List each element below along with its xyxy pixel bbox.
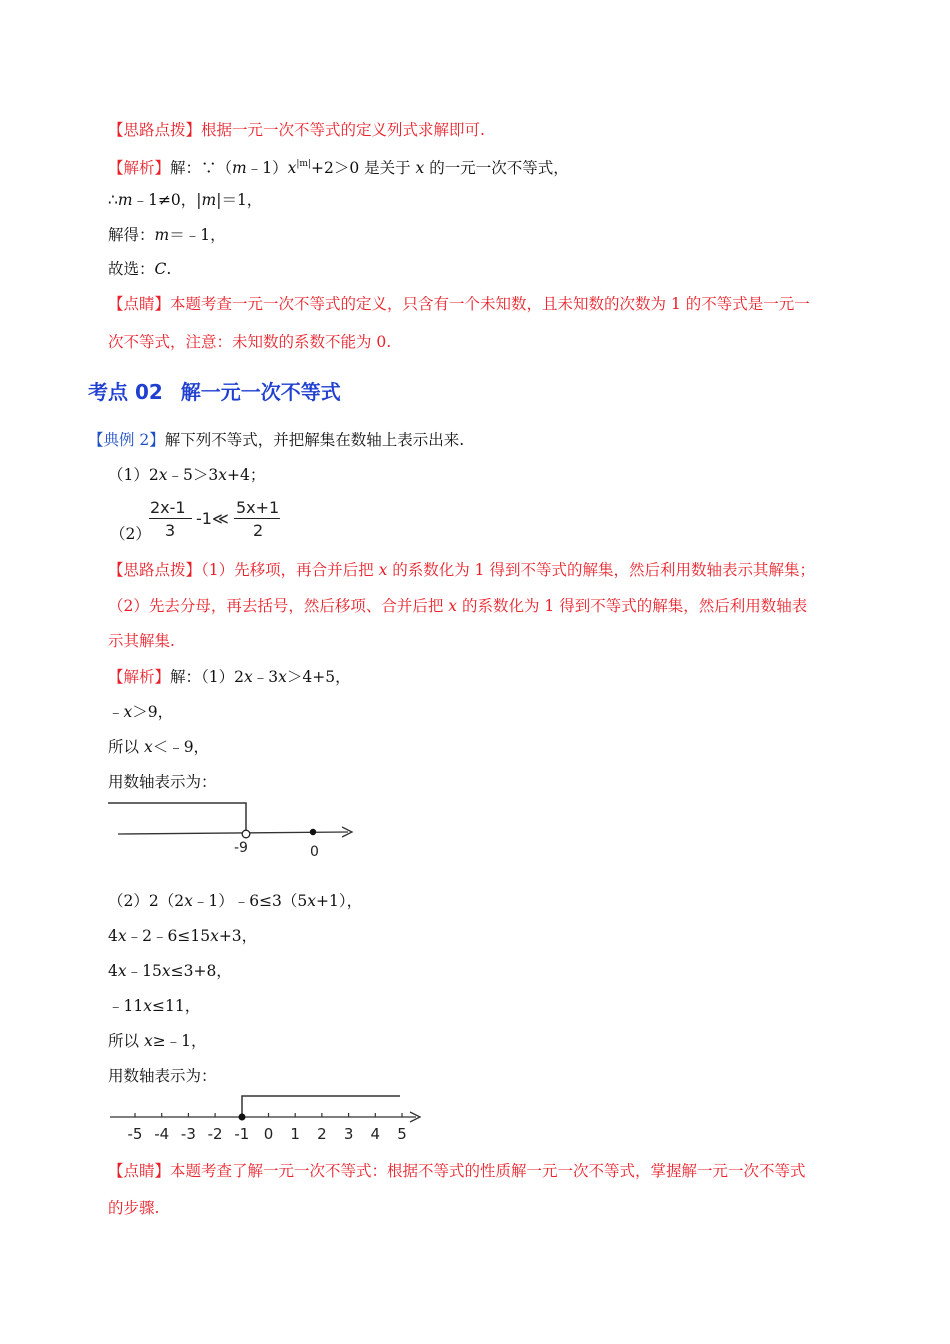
example-tag: 【典例 2】 [88, 431, 165, 449]
comment2-line-1: 【点睛】本题考查了解一元一次不等式：根据不等式的性质解一元一次不等式，掌握解一元一次不等式 [108, 1162, 806, 1180]
solution-line-2: ∴m﹣1≠0，|m|＝1， [108, 191, 263, 209]
fraction-1-bar [149, 518, 192, 519]
tick-label: 4 [370, 1125, 381, 1143]
comment-line-1: 【点睛】本题考查一元一次不等式的定义，只含有一个未知数，且未知数的次数为 1 的不等式是一元一 [108, 295, 810, 313]
tick-label: -5 [127, 1125, 143, 1143]
section-number: 考点 02 [88, 380, 163, 404]
example-line: 【典例 2】解下列不等式，并把解集在数轴上表示出来. [88, 431, 465, 449]
solution-line-4: 故选：C. [108, 260, 172, 278]
solution2-line-2: ﹣x＞9， [108, 703, 174, 721]
tick-label: 0 [263, 1125, 274, 1143]
hint-line-2: （2）先去分母，再去括号，然后移项、合并后把 x 的系数化为 1 得到不等式的解集，然后利用数轴表 [108, 597, 808, 615]
fraction-2-bar [234, 518, 280, 519]
solution2-line-3: 所以 x＜﹣9， [108, 738, 210, 756]
tick-label: -1 [234, 1125, 250, 1143]
tick-label: 2 [317, 1125, 327, 1143]
tick-label: -4 [154, 1125, 170, 1143]
number-line-2 [108, 1090, 428, 1146]
question-1: （1）2x﹣5＞3x+4； [108, 466, 266, 484]
section-heading [88, 376, 341, 405]
solution-bracket [242, 1096, 400, 1116]
solution-line-1: 【解析】解：$\because(m﹣1)x^{|m|}+2>0$ 是关于 x 的一元一次不等式， [108, 159, 569, 177]
tick-label: 1 [290, 1125, 300, 1143]
solution2-line-5: （2）2（2x﹣1）﹣6≤3（5x+1）， [108, 892, 363, 910]
solution2-line-7: 4x﹣15x≤3+8， [108, 962, 232, 980]
section-title: 解一元一次不等式 [180, 380, 341, 404]
fraction-2-denominator: 2 [253, 521, 264, 540]
fraction-middle: -1≪ [196, 509, 229, 528]
tick-label: -2 [207, 1125, 223, 1143]
solution2-line-6: 4x﹣2﹣6≤15x+3， [108, 927, 258, 945]
hint-line-1: 【思路点拨】（1）先移项，再合并后把 x 的系数化为 1 得到不等式的解集，然后利用数轴表示其解集； [108, 561, 815, 579]
tick-label: 3 [343, 1125, 354, 1143]
solution2-line-8: ﹣11x≤11， [108, 997, 201, 1015]
label-zero: 0 [310, 844, 319, 860]
solution2-line-9: 所以 x≥﹣1， [108, 1032, 207, 1050]
comment-tag: 【点睛】 [108, 295, 171, 313]
solution2-line-4: 用数轴表示为： [108, 773, 217, 791]
comment2-line-2: 的步骤. [108, 1199, 160, 1217]
question-2-label: （2） [110, 525, 151, 543]
solution-tag: 【解析】 [108, 159, 171, 177]
number-line-1 [108, 798, 368, 864]
solution-bracket [108, 803, 246, 834]
fraction-1-numerator: 2x-1 [150, 498, 186, 517]
label-minus-9: -9 [234, 840, 248, 856]
solution2-line-10: 用数轴表示为： [108, 1067, 217, 1085]
open-point [242, 830, 250, 838]
zero-point [310, 829, 316, 835]
closed-point [239, 1114, 246, 1121]
solution2-line-1: 【解析】解：（1）2x﹣3x＞4+5， [108, 668, 351, 686]
hint-line-3: 示其解集. [108, 632, 175, 650]
tick-label: -3 [180, 1125, 196, 1143]
fraction-1-denominator: 3 [165, 521, 176, 540]
comment-line-2: 次不等式，注意：未知数的系数不能为 0. [108, 333, 392, 351]
hint-line [108, 120, 485, 140]
fraction-2-numerator: 5x+1 [236, 498, 280, 517]
hint-text: 根据一元一次不等式的定义列式求解即可. [201, 121, 485, 139]
solution-line-3: 解得：m＝﹣1， [108, 226, 226, 244]
hint-tag: 【思路点拨】 [108, 121, 202, 139]
tick-label: 5 [397, 1125, 407, 1143]
